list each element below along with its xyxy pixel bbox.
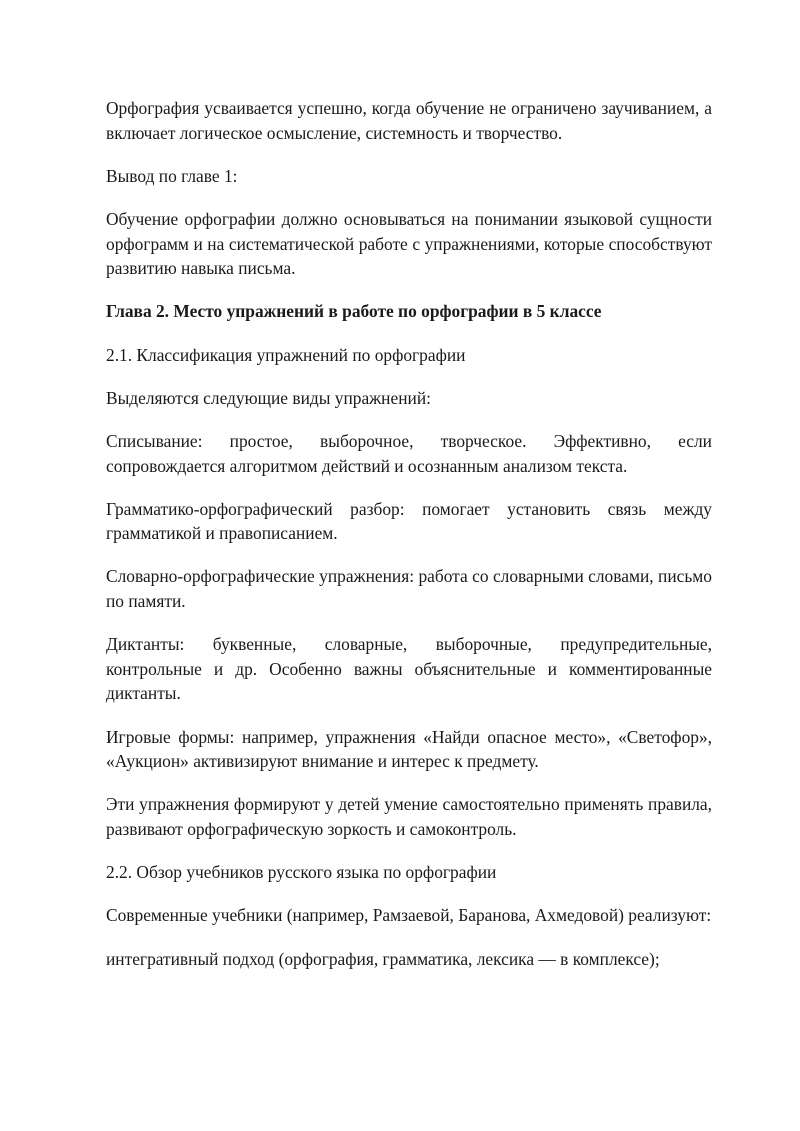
section-2-2-heading: 2.2. Обзор учебников русского языка по орфографии — [106, 862, 497, 883]
paragraph-chapter-1-summary: Обучение орфографии должно основываться на понимании языковой сущности орфограмм и на систематической работе с упражнениями, которые способствуют развитию навыка письма. — [106, 208, 712, 279]
paragraph-integrative-approach: интегративный подход (орфография, грамматика, лексика — в комплексе); — [106, 948, 660, 969]
paragraph-copying: Списывание: простое, выборочное, творческое. Эффективно, если сопровождается алгоритмом действий и осознанным анализом текста. — [106, 430, 712, 476]
paragraph-game-forms: Игровые формы: например, упражнения «Найди опасное место», «Светофор», «Аукцион» активизируют внимание и интерес к предмету. — [106, 726, 712, 772]
paragraph-vocabulary-exercises: Словарно-орфографические упражнения: работа со словарными словами, письмо по памяти. — [106, 566, 712, 612]
paragraph-dictations: Диктанты: буквенные, словарные, выборочные, предупредительные, контрольные и др. Особенно важны объяснительные и комментированные диктанты. — [106, 634, 712, 704]
paragraph-exercises-effect: Эти упражнения формируют у детей умение самостоятельно применять правила, развивают орфографическую зоркость и самоконтроль. — [106, 794, 712, 839]
chapter-2-heading: Глава 2. Место упражнений в работе по орфографии в 5 классе — [106, 301, 602, 322]
paragraph-exercise-types-intro: Выделяются следующие виды упражнений: — [106, 387, 431, 408]
document-page — [106, 96, 712, 990]
section-2-1-heading: 2.1. Классификация упражнений по орфографии — [106, 344, 466, 365]
chapter-1-conclusion-label: Вывод по главе 1: — [106, 165, 238, 186]
paragraph-grammar-analysis: Грамматико-орфографический разбор: помогает установить связь между грамматикой и правописанием. — [106, 498, 712, 544]
paragraph-textbooks-intro: Современные учебники (например, Рамзаевой, Баранова, Ахмедовой) реализуют: — [106, 905, 712, 926]
paragraph-conclusion-text: Орфография усваивается успешно, когда обучение не ограничено заучиванием, а включает логическое осмысление, системность и творчество. — [106, 98, 712, 143]
